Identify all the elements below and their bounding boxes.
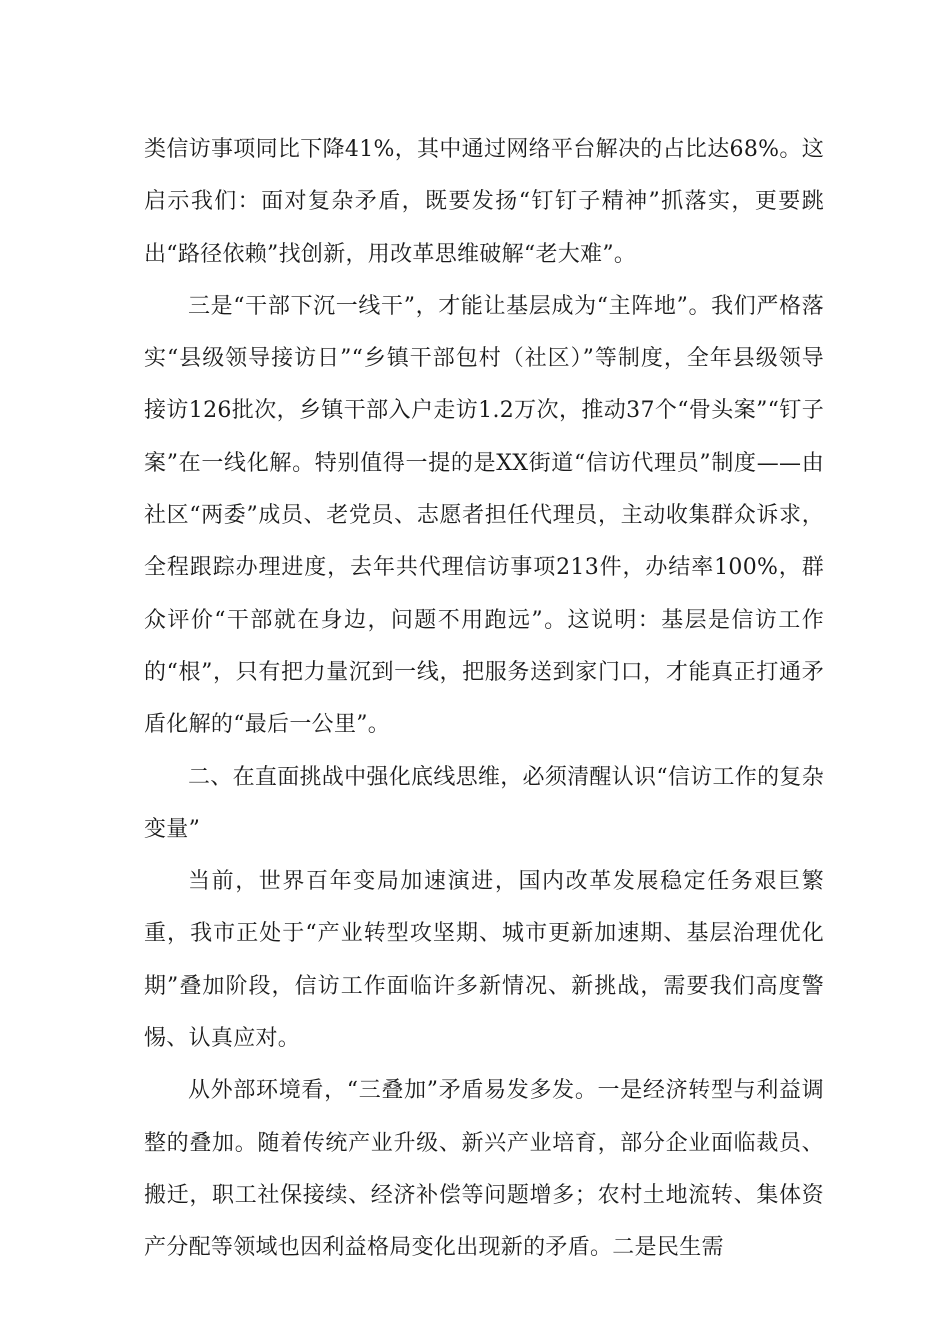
paragraph-1: 类信访事项同比下降41%，其中通过网络平台解决的占比达68%。这启示我们：面对复杂矛盾，既要发扬“钉钉子精神”抓落实，更要跳出“路径依赖”找创新，用改革思维破解“老大难”。	[144, 137, 824, 267]
paragraph-4: 当前，世界百年变局加速演进，国内改革发展稳定任务艰巨繁重，我市正处于“产业转型攻坚期、城市更新加速期、基层治理优化期”叠加阶段，信访工作面临许多新情况、新挑战，需要我们高度警惕、认真应对。	[144, 869, 824, 1052]
paragraph-5: 从外部环境看，“三叠加”矛盾易发多发。一是经济转型与利益调整的叠加。随着传统产业升级、新兴产业培育，部分企业面临裁员、搬迁，职工社保接续、经济补偿等问题增多；农村土地流转、集体资产分配等领域也因利益格局变化出现新的矛盾。二是民生需	[144, 1078, 824, 1261]
document-body	[144, 124, 824, 1275]
section-heading-2: 二、在直面挑战中强化底线思维，必须清醒认识“信访工作的复杂变量”	[144, 764, 824, 842]
paragraph-2: 三是“干部下沉一线干”，才能让基层成为“主阵地”。我们严格落实“县级领导接访日”“乡镇干部包村（社区）”等制度，全年县级领导接访126批次，乡镇干部入户走访1.2万次，推动37个“骨头案”“钉子案”在一线化解。特别值得一提的是XX街道“信访代理员”制度——由社区“两委”成员、老党员、志愿者担任代理员，主动收集群众诉求，全程跟踪办理进度，去年共代理信访事项213件，办结率100%，群众评价“干部就在身边，问题不用跑远”。这说明：基层是信访工作的“根”，只有把力量沉到一线，把服务送到家门口，才能真正打通矛盾化解的“最后一公里”。	[144, 293, 824, 738]
